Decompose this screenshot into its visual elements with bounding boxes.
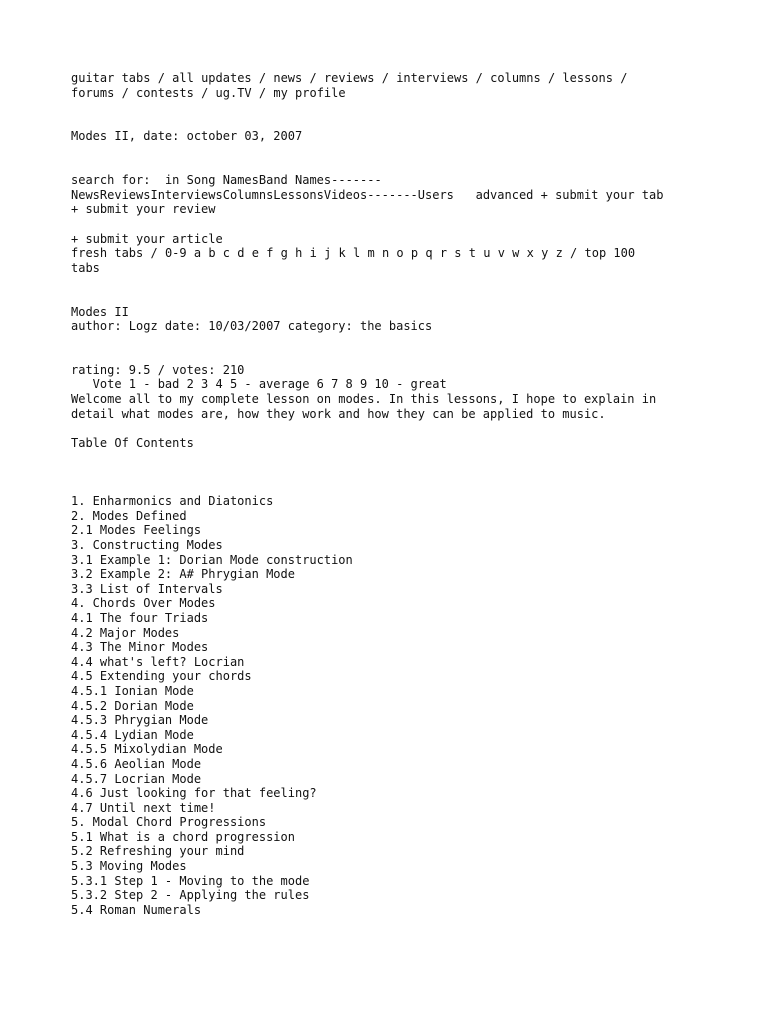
nav-guitar-tabs[interactable]: guitar tabs: [71, 71, 151, 85]
toc-item: 4.1 The four Triads: [71, 610, 209, 625]
search-line-1: [71, 173, 711, 188]
toc-item: 3. Constructing Modes: [71, 538, 223, 553]
alphabet-letter-z[interactable]: z: [555, 246, 563, 261]
page-title: Modes II, date: october 03, 2007: [71, 129, 303, 144]
toc-item: 4.5 Extending your chords: [71, 669, 252, 684]
toc-item: 5.1 What is a chord progression: [71, 829, 295, 844]
alphabet-letter-y[interactable]: y: [541, 246, 549, 261]
alphabet-letter-f[interactable]: f: [266, 246, 274, 261]
toc-item: 5.2 Refreshing your mind: [71, 844, 245, 859]
alphabet-letter-k[interactable]: k: [338, 246, 346, 261]
nav-contests[interactable]: contests: [136, 85, 194, 100]
nav-separator: /: [193, 85, 216, 100]
toc-item: 4.6 Just looking for that feeling?: [71, 786, 317, 801]
table-of-contents: [71, 494, 711, 917]
toc-item: 4.5.6 Aeolian Mode: [71, 756, 202, 771]
alphabet-letter-v[interactable]: v: [497, 246, 505, 261]
nav-separator: /: [251, 71, 274, 85]
alphabet-letter-u[interactable]: u: [483, 246, 491, 261]
search-line-3: [71, 202, 711, 217]
search-label: search for:: [71, 173, 151, 188]
advanced-search-link[interactable]: advanced: [475, 187, 534, 202]
nav-separator: /: [468, 71, 491, 85]
alphabet-letter-t[interactable]: t: [468, 246, 476, 261]
toc-item: 4.5.2 Dorian Mode: [71, 698, 194, 713]
toc-item: 4.2 Major Modes: [71, 625, 180, 640]
search-type-select-songs-bands[interactable]: Song NamesBand Names-------: [186, 173, 382, 188]
alphabet-letter-e[interactable]: e: [251, 246, 259, 261]
toc-item: 5.3.1 Step 1 - Moving to the mode: [71, 873, 310, 888]
toc-item: 2. Modes Defined: [71, 508, 187, 523]
toc-item: 5.3 Moving Modes: [71, 859, 187, 874]
toc-item: 3.2 Example 2: A# Phrygian Mode: [71, 567, 295, 582]
nav-forums[interactable]: forums: [71, 85, 115, 100]
nav-separator: /: [114, 85, 137, 100]
nav-interviews[interactable]: interviews: [396, 71, 469, 85]
alphabet-letter-c[interactable]: c: [222, 246, 231, 261]
top-nav-line-2: [71, 86, 711, 101]
alphabet-letter-p[interactable]: p: [410, 246, 419, 261]
vote-options[interactable]: Vote 1 - bad 2 3 4 5 - average 6 7 8 9 10 - great: [71, 377, 447, 392]
nav-all-updates[interactable]: all updates: [172, 71, 252, 85]
toc-item: 3.1 Example 1: Dorian Mode construction: [71, 552, 353, 567]
nav-reviews[interactable]: reviews: [323, 71, 375, 85]
toc-item: 5. Modal Chord Progressions: [71, 815, 267, 830]
toc-heading: Table Of Contents: [71, 435, 194, 450]
fresh-tabs-link[interactable]: fresh tabs: [71, 246, 144, 261]
nav-news[interactable]: news: [273, 71, 303, 85]
alphabet-letter-s[interactable]: s: [454, 246, 462, 261]
toc-item: 4.4 what's left? Locrian: [71, 654, 245, 669]
toc-item: 4.5.5 Mixolydian Mode: [71, 742, 223, 757]
alphabet-letter-n[interactable]: n: [381, 246, 390, 261]
submit-article-link[interactable]: + submit your article: [71, 231, 223, 246]
top-100-tabs-link-cont[interactable]: tabs: [71, 260, 100, 275]
top-100-tabs-link[interactable]: top 100: [584, 246, 636, 261]
nav-separator: /: [251, 85, 274, 100]
alphabet-letter-o[interactable]: o: [396, 246, 404, 261]
submit-tab-link[interactable]: + submit your tab: [540, 187, 664, 202]
alphabet-letter-a[interactable]: a: [193, 246, 202, 261]
search-in-label: in: [164, 173, 180, 188]
toc-item: 5.3.2 Step 2 - Applying the rules: [71, 888, 310, 903]
toc-item: 4.5.1 Ionian Mode: [71, 683, 194, 698]
alphabet-letter-l[interactable]: l: [353, 246, 361, 261]
article-intro-line-1: Welcome all to my complete lesson on modes. In this lessons, I hope to explain in: [71, 392, 657, 407]
alphabet-index: [165, 246, 563, 260]
toc-item: 4.7 Until next time!: [71, 800, 216, 815]
toc-item: 4.3 The Minor Modes: [71, 640, 209, 655]
search-line-2: [71, 188, 711, 203]
toc-item: 4.5.7 Locrian Mode: [71, 771, 202, 786]
alphabet-letter-b[interactable]: b: [208, 246, 216, 261]
alphabet-letter-q[interactable]: q: [425, 246, 433, 261]
nav-lessons[interactable]: lessons: [562, 71, 613, 85]
nav-ug-tv[interactable]: ug.TV: [215, 85, 252, 100]
toc-item: 3.3 List of Intervals: [71, 581, 223, 596]
alphabet-letter-x[interactable]: x: [526, 246, 534, 261]
alphabet-letter-r[interactable]: r: [439, 246, 448, 261]
fresh-tabs-line-2: [71, 261, 711, 276]
submit-review-link[interactable]: + submit your review: [71, 202, 216, 217]
page-content: [71, 71, 711, 917]
toc-item: 4.5.3 Phrygian Mode: [71, 713, 209, 728]
search-type-select-articles[interactable]: NewsReviewsInterviewsColumnsLessonsVideos-------Users: [71, 187, 454, 202]
alphabet-letter-g[interactable]: g: [280, 246, 288, 261]
nav-separator: /: [540, 71, 563, 85]
alphabet-letter-i[interactable]: i: [309, 246, 317, 261]
nav-columns[interactable]: columns: [490, 71, 541, 85]
submit-article-line: [71, 232, 711, 247]
toc-item: 1. Enharmonics and Diatonics: [71, 494, 274, 509]
nav-my-profile[interactable]: my profile: [273, 85, 346, 100]
toc-item: 2.1 Modes Feelings: [71, 523, 202, 538]
article-rating: rating: 9.5 / votes: 210: [71, 362, 245, 377]
alphabet-letter-h[interactable]: h: [295, 246, 303, 261]
fresh-tabs-line: fresh tabs / 0-9 a b c d e f g h i j k l m n o p q r s t u v w x y z / top 100: [71, 246, 636, 261]
alphabet-letter-d[interactable]: d: [237, 246, 245, 261]
toc-item: 4. Chords Over Modes: [71, 596, 216, 611]
article-title: Modes II: [71, 304, 129, 319]
article-meta: author: Logz date: 10/03/2007 category: the basics: [71, 319, 433, 334]
article-intro-line-2: detail what modes are, how they work and how they can be applied to music.: [71, 406, 606, 421]
top-nav-line-1: [71, 71, 711, 86]
alphabet-letter-w[interactable]: w: [512, 246, 520, 261]
nav-separator: /: [302, 71, 324, 85]
alphabet-letter-m[interactable]: m: [367, 246, 375, 261]
nav-separator: /: [150, 71, 173, 85]
toc-item: 5.4 Roman Numerals: [71, 902, 202, 917]
nav-separator: /: [612, 71, 628, 85]
alphabet-letter-numbers[interactable]: 0-9: [164, 246, 187, 261]
toc-item: 4.5.4 Lydian Mode: [71, 727, 194, 742]
alphabet-letter-j[interactable]: j: [324, 246, 332, 261]
nav-separator: /: [374, 71, 397, 85]
